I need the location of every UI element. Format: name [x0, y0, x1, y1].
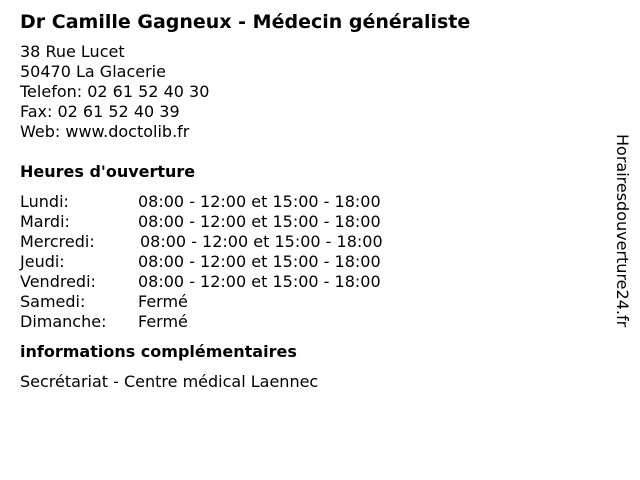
day-label: Mercredi: — [20, 232, 95, 251]
day-label: Mardi: — [20, 212, 70, 231]
site-brand-watermark: Horairesdouverture24.fr — [613, 134, 632, 328]
hours-value: 08:00 - 12:00 et 15:00 - 18:00 — [138, 192, 381, 211]
contact-block — [20, 42, 600, 142]
hours-value: 08:00 - 12:00 et 15:00 - 18:00 — [138, 252, 381, 271]
hours-row-sunday — [20, 312, 600, 332]
day-label: Dimanche: — [20, 312, 107, 331]
opening-hours-heading: Heures d'ouverture — [20, 162, 196, 181]
additional-info-heading: informations complémentaires — [20, 342, 297, 361]
hours-row-tuesday — [20, 212, 600, 232]
practice-card — [20, 9, 600, 392]
hours-value: 08:00 - 12:00 et 15:00 - 18:00 — [138, 272, 381, 291]
additional-info-text: Secrétariat - Centre médical Laennec — [20, 372, 319, 391]
page-title: Dr Camille Gagneux - Médecin généraliste — [20, 11, 471, 33]
hours-value: Fermé — [138, 292, 188, 311]
hours-row-friday — [20, 272, 600, 292]
day-label: Samedi: — [20, 292, 86, 311]
hours-value: 08:00 - 12:00 et 15:00 - 18:00 — [138, 212, 381, 231]
day-label: Jeudi: — [20, 252, 65, 271]
hours-row-saturday — [20, 292, 600, 312]
address-city: 50470 La Glacerie — [20, 62, 166, 81]
phone-number: Telefon: 02 61 52 40 30 — [20, 82, 210, 101]
day-label: Lundi: — [20, 192, 69, 211]
address-street: 38 Rue Lucet — [20, 42, 125, 61]
hours-value: Fermé — [138, 312, 188, 331]
hours-value: 08:00 - 12:00 et 15:00 - 18:00 — [140, 232, 383, 251]
hours-row-monday — [20, 192, 600, 212]
fax-number: Fax: 02 61 52 40 39 — [20, 102, 180, 121]
opening-hours-table — [20, 192, 600, 332]
hours-row-thursday — [20, 252, 600, 272]
hours-row-wednesday — [20, 232, 600, 252]
website-link[interactable]: Web: www.doctolib.fr — [20, 122, 190, 141]
day-label: Vendredi: — [20, 272, 96, 291]
